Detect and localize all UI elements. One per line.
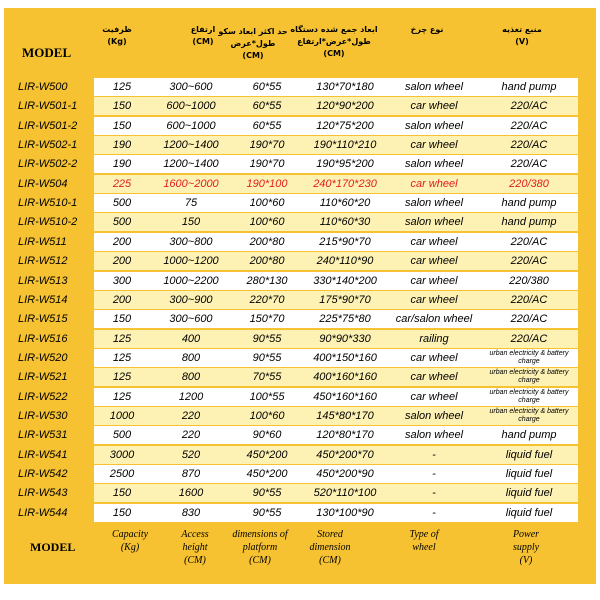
table-row: [94, 97, 578, 116]
table-row: [94, 504, 578, 523]
height-cell: 150: [181, 216, 201, 229]
power-supply-cell: liquid fuel: [505, 468, 553, 480]
table-row: [94, 407, 578, 426]
height-cell: 600~1000: [166, 100, 216, 113]
power-supply-cell: 220/AC: [510, 158, 548, 171]
capacity-cell: 150: [112, 100, 132, 113]
stored-dimension-cell: 190*110*210: [313, 139, 377, 152]
footer-platform: dimensions of platform (CM): [232, 529, 288, 566]
capacity-cell: 150: [112, 119, 132, 132]
height-cell: 300~600: [169, 313, 213, 326]
table-row: [94, 426, 578, 445]
wheel-type-cell: salon wheel: [404, 197, 464, 210]
table-row: [94, 78, 578, 97]
capacity-cell: 300: [112, 274, 132, 287]
capacity-cell: 125: [112, 390, 132, 403]
stored-dimension-cell: 400*160*160: [313, 371, 377, 384]
platform-cell: 100*60: [249, 197, 285, 210]
table-row: [94, 213, 578, 232]
capacity-cell: 190: [112, 158, 132, 171]
height-cell: 1600~2000: [163, 177, 219, 190]
wheel-type-cell: -: [432, 448, 436, 461]
stored-dimension-cell: 215*90*70: [319, 235, 371, 248]
stored-dimension-cell: 240*170*230: [313, 177, 377, 190]
power-supply-cell: 220/AC: [510, 313, 548, 326]
row-model-label: LIR-W543: [18, 487, 68, 500]
stored-dimension-cell: 120*80*170: [316, 429, 374, 442]
platform-cell: 90*55: [252, 487, 282, 500]
footer-model-label: MODEL: [30, 540, 76, 554]
table-row: [94, 233, 578, 252]
platform-cell: 190*100: [246, 177, 288, 190]
wheel-type-cell: car wheel: [410, 255, 458, 268]
row-model-label: LIR-W530: [18, 409, 68, 422]
height-cell: 600~1000: [166, 119, 216, 132]
capacity-cell: 150: [112, 487, 132, 500]
capacity-cell: 200: [112, 235, 132, 248]
height-cell: 1200~1400: [163, 158, 219, 171]
table-row: [94, 446, 578, 465]
row-model-label: LIR-W511: [18, 235, 67, 248]
power-supply-cell: 220/AC: [510, 235, 548, 248]
height-cell: 1600: [178, 487, 204, 500]
wheel-type-cell: salon wheel: [404, 81, 464, 93]
height-cell: 220: [181, 429, 201, 442]
platform-cell: 100*60: [249, 409, 285, 422]
power-supply-cell: hand pump: [501, 197, 557, 210]
height-cell: 400: [181, 332, 201, 345]
height-cell: 800: [181, 371, 201, 384]
row-model-label: LIR-W542: [18, 468, 68, 480]
power-supply-cell: liquid fuel: [505, 448, 553, 461]
platform-cell: 90*60: [252, 429, 282, 442]
capacity-cell: 3000: [109, 448, 135, 461]
power-supply-cell: 220/AC: [510, 293, 548, 306]
table-row: [94, 155, 578, 174]
height-cell: 830: [181, 506, 201, 519]
stored-dimension-cell: 110*60*20: [319, 197, 371, 210]
header-capacity: ظرفیت (Kg): [102, 25, 132, 46]
power-supply-cell: 220/AC: [510, 119, 548, 132]
power-supply-cell: hand pump: [501, 429, 557, 442]
height-cell: 300~900: [169, 293, 213, 306]
power-supply-cell: urban electricity & battery charge: [489, 349, 569, 365]
power-supply-cell: liquid fuel: [505, 487, 553, 500]
power-supply-cell: hand pump: [501, 81, 557, 93]
table-row: [94, 136, 578, 155]
row-model-label: LIR-W501-1: [18, 100, 78, 113]
power-supply-cell: liquid fuel: [505, 506, 553, 519]
platform-cell: 190*70: [249, 139, 285, 152]
table-row: [94, 194, 578, 213]
wheel-type-cell: -: [432, 468, 436, 480]
table-row: [94, 388, 578, 407]
wheel-type-cell: car wheel: [410, 177, 458, 190]
capacity-cell: 225: [112, 177, 132, 190]
height-cell: 1000~1200: [163, 255, 219, 268]
header-power: منبع تغذیه (V): [502, 25, 542, 46]
platform-cell: 200*80: [249, 235, 285, 248]
capacity-cell: 200: [112, 255, 132, 268]
table-row: [94, 175, 578, 194]
platform-cell: 100*60: [249, 216, 285, 229]
stored-dimension-cell: 110*60*30: [319, 216, 371, 229]
wheel-type-cell: car wheel: [410, 139, 458, 152]
stored-dimension-cell: 450*200*90: [316, 468, 374, 480]
height-cell: 520: [181, 448, 201, 461]
power-supply-cell: 220/380: [509, 177, 549, 190]
row-model-label: LIR-W510-2: [18, 216, 78, 229]
header-height: ارتفاع (CM): [190, 25, 216, 46]
row-model-label: LIR-W522: [18, 390, 68, 403]
platform-cell: 90*55: [252, 506, 282, 519]
platform-cell: 200*80: [249, 255, 285, 268]
table-row: [94, 465, 578, 484]
header-wheel: نوع چرخ: [410, 25, 444, 34]
row-model-label: LIR-W510-1: [18, 197, 78, 210]
wheel-type-cell: car/salon wheel: [395, 313, 473, 326]
stored-dimension-cell: 330*140*200: [313, 274, 377, 287]
capacity-cell: 500: [112, 429, 132, 442]
power-supply-cell: hand pump: [501, 216, 557, 229]
platform-cell: 60*55: [252, 100, 282, 113]
capacity-cell: 125: [112, 332, 132, 345]
table-row: [94, 349, 578, 368]
capacity-cell: 150: [112, 506, 132, 519]
footer-capacity: Capacity (Kg): [111, 529, 149, 553]
height-cell: 800: [181, 351, 201, 364]
stored-dimension-cell: 520*110*100: [313, 487, 377, 500]
row-model-label: LIR-W544: [18, 506, 68, 519]
stored-dimension-cell: 225*75*80: [319, 313, 371, 326]
platform-cell: 100*55: [249, 390, 285, 403]
platform-cell: 90*55: [252, 332, 282, 345]
wheel-type-cell: car wheel: [410, 390, 458, 403]
row-model-label: LIR-W520: [18, 351, 68, 364]
wheel-type-cell: car wheel: [410, 293, 458, 306]
height-cell: 1200~1400: [163, 139, 219, 152]
stored-dimension-cell: 120*75*200: [316, 119, 374, 132]
height-cell: 220: [181, 409, 201, 422]
row-model-label: LIR-W504: [18, 177, 68, 190]
platform-cell: 450*200: [246, 468, 288, 480]
capacity-cell: 125: [112, 371, 132, 384]
height-cell: 1200: [178, 390, 204, 403]
stored-dimension-cell: 145*80*170: [316, 409, 374, 422]
capacity-cell: 2500: [109, 468, 135, 480]
platform-cell: 70*55: [252, 371, 282, 384]
wheel-type-cell: car wheel: [410, 274, 458, 287]
stored-dimension-cell: 120*90*200: [316, 100, 374, 113]
wheel-type-cell: salon wheel: [404, 429, 464, 442]
row-model-label: LIR-W515: [18, 313, 68, 326]
table-row: [94, 272, 578, 291]
wheel-type-cell: car wheel: [410, 235, 458, 248]
row-model-label: LIR-W513: [18, 274, 68, 287]
stored-dimension-cell: 175*90*70: [319, 293, 371, 306]
capacity-cell: 125: [112, 81, 132, 93]
power-supply-cell: 220/AC: [510, 100, 548, 113]
capacity-cell: 200: [112, 293, 132, 306]
stored-dimension-cell: 450*160*160: [313, 390, 377, 403]
wheel-type-cell: railing: [419, 332, 449, 345]
stored-dimension-cell: 90*90*330: [319, 332, 371, 345]
stored-dimension-cell: 190*95*200: [316, 158, 374, 171]
power-supply-cell: 220/AC: [510, 255, 548, 268]
table-row: [94, 291, 578, 310]
capacity-cell: 125: [112, 351, 132, 364]
wheel-type-cell: salon wheel: [404, 158, 464, 171]
height-cell: 300~800: [169, 235, 213, 248]
wheel-type-cell: salon wheel: [404, 119, 464, 132]
capacity-cell: 500: [112, 216, 132, 229]
height-cell: 870: [181, 468, 201, 480]
footer-access-height: Access height (CM): [181, 529, 209, 566]
platform-cell: 280*130: [246, 274, 288, 287]
footer-stored: Stored dimension (CM): [309, 529, 351, 566]
header-model-label: MODEL: [22, 45, 72, 60]
row-model-label: LIR-W500: [18, 81, 68, 93]
power-supply-cell: 220/AC: [510, 139, 548, 152]
wheel-type-cell: car wheel: [410, 351, 458, 364]
capacity-cell: 190: [112, 139, 132, 152]
footer-power: Power supply (V): [512, 529, 540, 566]
row-model-label: LIR-W521: [18, 371, 68, 384]
power-supply-cell: urban electricity & battery charge: [489, 388, 569, 404]
height-cell: 300~600: [169, 81, 213, 93]
platform-cell: 220*70: [249, 293, 285, 306]
table-row: [94, 310, 578, 329]
platform-cell: 190*70: [249, 158, 285, 171]
stored-dimension-cell: 240*110*90: [316, 255, 374, 268]
capacity-cell: 1000: [109, 409, 135, 422]
row-model-label: LIR-W501-2: [18, 119, 78, 132]
stored-dimension-cell: 130*70*180: [316, 81, 374, 93]
stored-dimension-cell: 130*100*90: [316, 506, 374, 519]
row-model-label: LIR-W531: [18, 429, 68, 442]
table-row: [94, 368, 578, 387]
platform-cell: 60*55: [252, 81, 282, 93]
header-platform: حد اکثر ابعاد سکو طول*عرض (CM): [218, 27, 288, 60]
wheel-type-cell: car wheel: [410, 100, 458, 113]
wheel-type-cell: car wheel: [410, 371, 458, 384]
table-row: [94, 330, 578, 349]
row-model-label: LIR-W512: [18, 255, 68, 268]
row-model-label: LIR-W541: [18, 448, 68, 461]
table-row: [94, 252, 578, 271]
header-stored: ابعاد جمع شده دستگاه طول*عرض*ارتفاع (CM): [290, 25, 378, 58]
power-supply-cell: 220/380: [509, 274, 549, 287]
footer-wheel: Type of wheel: [409, 529, 439, 553]
table-row: [94, 117, 578, 136]
row-model-label: LIR-W502-2: [18, 158, 78, 171]
table-row: [94, 484, 578, 503]
wheel-type-cell: -: [432, 506, 436, 519]
stored-dimension-cell: 400*150*160: [313, 351, 377, 364]
stored-dimension-cell: 450*200*70: [316, 448, 374, 461]
height-cell: 75: [184, 197, 198, 210]
height-cell: 1000~2200: [163, 274, 219, 287]
capacity-cell: 150: [112, 313, 132, 326]
row-model-label: LIR-W502-1: [18, 139, 78, 152]
wheel-type-cell: salon wheel: [404, 409, 464, 422]
power-supply-cell: 220/AC: [510, 332, 548, 345]
wheel-type-cell: salon wheel: [404, 216, 464, 229]
wheel-type-cell: -: [432, 487, 436, 500]
capacity-cell: 500: [112, 197, 132, 210]
row-model-label: LIR-W514: [18, 293, 68, 306]
platform-cell: 60*55: [252, 119, 282, 132]
row-model-label: LIR-W516: [18, 332, 68, 345]
platform-cell: 150*70: [249, 313, 285, 326]
power-supply-cell: urban electricity & battery charge: [489, 369, 569, 385]
platform-cell: 450*200: [246, 448, 288, 461]
platform-cell: 90*55: [252, 351, 282, 364]
power-supply-cell: urban electricity & battery charge: [489, 407, 569, 423]
